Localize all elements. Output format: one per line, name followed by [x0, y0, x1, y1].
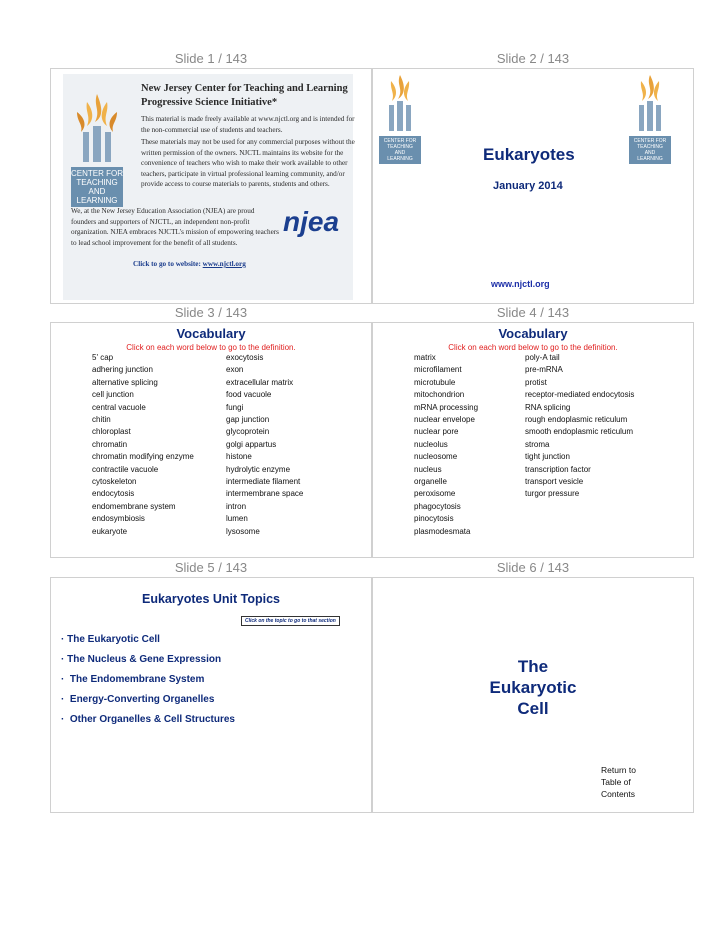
vocab-term[interactable]: cytoskeleton: [92, 477, 137, 487]
topic-nucleus-gene-expression[interactable]: [61, 654, 221, 665]
vocab-term[interactable]: tight junction: [525, 452, 570, 462]
vocab-term[interactable]: fungi: [226, 402, 244, 412]
vocab-term[interactable]: poly-A tail: [525, 353, 560, 362]
njctl-title: New Jersey Center for Teaching and Learning Progressive Science Initiative*: [141, 83, 348, 108]
slide-6[interactable]: [372, 577, 694, 813]
return-to-toc-link[interactable]: Return to Table of Contents: [601, 765, 636, 799]
vocab-column-1: [414, 352, 478, 538]
vocab-term[interactable]: nuclear pore: [414, 427, 459, 437]
topic-energy-converting-organelles[interactable]: [61, 694, 214, 705]
vocab-term[interactable]: smooth endoplasmic reticulum: [525, 427, 634, 437]
topic-label: Energy-Converting Organelles: [69, 694, 215, 705]
vocab-term[interactable]: organelle: [414, 477, 447, 487]
vocab-term[interactable]: nucleolus: [414, 439, 448, 449]
slide-4-label: Slide 4 / 143: [496, 305, 570, 320]
slide-4[interactable]: [372, 322, 694, 558]
vocab-term[interactable]: pre-mRNA: [525, 365, 563, 375]
website-link[interactable]: www.njctl.org: [491, 279, 550, 289]
bullet-icon: ·: [61, 634, 65, 645]
vocab-column-1: [92, 352, 194, 538]
slide-6-label: Slide 6 / 143: [496, 560, 570, 575]
vocab-term[interactable]: transcription factor: [525, 464, 591, 474]
vocab-term[interactable]: lumen: [226, 514, 248, 524]
slide-3[interactable]: [50, 322, 372, 558]
vocab-term[interactable]: 5' cap: [92, 353, 114, 362]
vocab-term[interactable]: phagocytosis: [414, 501, 461, 511]
vocab-term[interactable]: cell junction: [92, 390, 134, 400]
slide-1-label: Slide 1 / 143: [174, 51, 248, 66]
vocab-term[interactable]: extracellular matrix: [226, 377, 294, 387]
slide-3-label: Slide 3 / 143: [174, 305, 248, 320]
njctl-logo-right: [629, 73, 671, 164]
vocab-term[interactable]: lysosome: [226, 526, 260, 536]
vocab-term[interactable]: nucleosome: [414, 452, 458, 462]
vocab-term[interactable]: nuclear envelope: [414, 415, 475, 425]
vocab-term[interactable]: contractile vacuole: [92, 464, 159, 474]
flame-icon: [71, 92, 123, 162]
vocab-term[interactable]: exon: [226, 365, 244, 375]
bullet-icon: ·: [61, 674, 65, 685]
vocab-term[interactable]: endocytosis: [92, 489, 135, 499]
topic-label: Other Organelles & Cell Structures: [69, 714, 235, 725]
bullet-icon: ·: [61, 694, 65, 705]
njctl-info-panel: [63, 74, 353, 300]
vocab-term[interactable]: rough endoplasmic reticulum: [525, 415, 628, 425]
vocabulary-title: Vocabulary: [498, 326, 568, 341]
topic-label: The Eukaryotic Cell: [67, 634, 160, 645]
vocab-term[interactable]: eukaryote: [92, 526, 128, 536]
vocab-term[interactable]: plasmodesmata: [414, 526, 471, 536]
vocab-column-2: [226, 352, 303, 538]
njea-logo: njea: [283, 206, 340, 237]
website-link[interactable]: www.njctl.org: [202, 260, 246, 268]
presentation-title: Eukaryotes: [483, 145, 575, 164]
paragraph-permissions: These materials may not be used for any commercial purposes without the written permission of the owners. NJCTL maintains its website for the convenience of teachers who wish to make their work available to other teachers, participate in virtual professional learning community, and/or provide access to course materials to parents, students and others.: [141, 138, 355, 188]
vocab-term[interactable]: mitochondrion: [414, 390, 465, 400]
vocab-term[interactable]: intron: [226, 501, 247, 511]
vocab-term[interactable]: turgor pressure: [525, 489, 580, 499]
presentation-date: January 2014: [493, 180, 563, 192]
topic-label: The Endomembrane System: [69, 674, 205, 685]
bullet-icon: ·: [61, 654, 65, 665]
flame-icon: [629, 73, 671, 131]
vocab-term[interactable]: matrix: [414, 353, 436, 362]
topic-label: The Nucleus & Gene Expression: [67, 654, 222, 665]
vocab-term[interactable]: food vacuole: [226, 390, 272, 400]
topics-hint: Click on the topic to go to that section: [241, 616, 340, 626]
vocab-term[interactable]: gap junction: [226, 415, 270, 425]
vocab-term[interactable]: protist: [525, 377, 547, 387]
njctl-logo: [71, 92, 123, 207]
slide-2[interactable]: [372, 68, 694, 304]
vocab-term[interactable]: RNA splicing: [525, 402, 571, 412]
vocab-term[interactable]: pinocytosis: [414, 514, 454, 524]
topic-endomembrane-system[interactable]: [61, 674, 204, 685]
vocab-term[interactable]: receptor-mediated endocytosis: [525, 390, 635, 400]
vocab-term[interactable]: golgi appartus: [226, 439, 277, 449]
logo-plaque: CENTER FOR TEACHING AND LEARNING: [71, 169, 123, 205]
vocab-term[interactable]: mRNA processing: [414, 402, 479, 412]
vocabulary-title: Vocabulary: [176, 326, 246, 341]
section-title: The Eukaryotic Cell: [489, 657, 577, 718]
bullet-icon: ·: [61, 714, 65, 725]
vocab-term[interactable]: histone: [226, 452, 252, 462]
slide-1[interactable]: [50, 68, 372, 304]
vocab-column-2: [525, 352, 634, 501]
paragraph-availability: This material is made freely available at www.njctl.org and is intended for the non-commercial use of students and teachers.: [141, 115, 355, 134]
flame-icon: [379, 73, 421, 131]
vocab-term[interactable]: glycoprotein: [226, 427, 270, 437]
vocab-term[interactable]: microfilament: [414, 365, 462, 375]
slide-2-label: Slide 2 / 143: [496, 51, 570, 66]
vocab-term[interactable]: nucleus: [414, 464, 442, 474]
topic-eukaryotic-cell[interactable]: [61, 634, 160, 645]
vocab-term[interactable]: endosymbiosis: [92, 514, 145, 524]
vocab-term[interactable]: hydrolytic enzyme: [226, 464, 291, 474]
paragraph-njea: We, at the New Jersey Education Association (NJEA) are proud founders and supporters of NJCTL, an independent non-profit organization. NJEA embraces NJCTL's mission of empowering teachers to lead school improvement for the benefit of all students.: [71, 207, 279, 247]
slide-5-label: Slide 5 / 143: [174, 560, 248, 575]
vocab-term[interactable]: endomembrane system: [92, 501, 176, 511]
vocab-term[interactable]: intermediate filament: [226, 477, 301, 487]
vocab-term[interactable]: chloroplast: [92, 427, 131, 437]
logo-plaque: CENTER FOR TEACHING AND LEARNING: [629, 136, 671, 164]
logo-plaque: CENTER FOR TEACHING AND LEARNING: [379, 136, 421, 164]
vocab-term[interactable]: intermembrane space: [226, 489, 304, 499]
website-link-row[interactable]: [133, 260, 246, 268]
vocabulary-instruction: Click on each word below to go to the definition.: [448, 343, 618, 352]
vocab-term[interactable]: peroxisome: [414, 489, 456, 499]
vocab-term[interactable]: stroma: [525, 439, 550, 449]
njctl-logo-left: [379, 73, 421, 164]
vocab-term[interactable]: adhering junction: [92, 365, 153, 375]
vocab-term[interactable]: central vacuole: [92, 402, 146, 412]
vocab-term[interactable]: transport vesicle: [525, 477, 584, 487]
vocab-term[interactable]: alternative splicing: [92, 377, 158, 387]
topics-title: Eukaryotes Unit Topics: [142, 592, 280, 606]
vocab-term[interactable]: chromatin modifying enzyme: [92, 452, 194, 462]
vocabulary-instruction: Click on each word below to go to the definition.: [126, 343, 296, 352]
vocab-term[interactable]: chitin: [92, 415, 111, 425]
click-prefix: Click to go to website:: [133, 260, 201, 268]
vocab-term[interactable]: exocytosis: [226, 353, 264, 362]
vocab-term[interactable]: chromatin: [92, 439, 128, 449]
topic-other-organelles[interactable]: [61, 714, 235, 725]
slide-5[interactable]: [50, 577, 372, 813]
vocab-term[interactable]: microtubule: [414, 377, 456, 387]
